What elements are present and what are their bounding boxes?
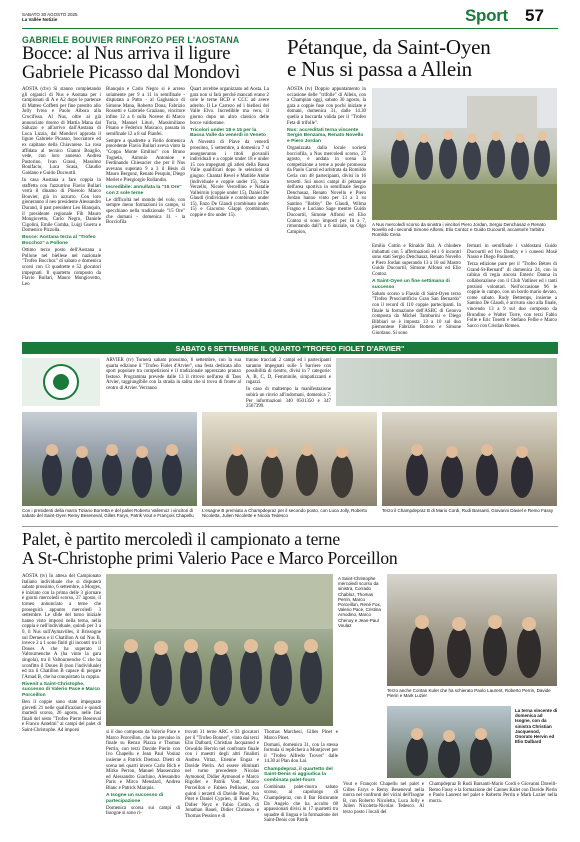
caption-saint-christophe: A Saint-Christophe mercoledì scorso da sinistra, Corrado Chabloz, Thomas Perrin, Marco Porceillon, René Fox, Valerio Pace, Cristina Arnodino, Marco Chenoy e Jean-Paul Voulaz — [338, 576, 382, 628]
section-title: Sport — [465, 6, 508, 25]
article4-p4: Domenica scorsa sui campi di Issogne si sono ri- — [106, 805, 180, 817]
article4-col6 — [429, 782, 557, 834]
article2-col3 — [467, 244, 557, 339]
caption-contan-kulet: Terzo anche Contan Kulet che ha schierato Paolo Laurent, Roberto Perrin, Davide Pierin e Mark Luzier — [387, 688, 551, 699]
article1-headline — [22, 45, 252, 83]
article4-headline-line1: Palet, è partito mercoledì il campionato a terne — [22, 529, 340, 549]
article4-p1: AOSTA (tv) In attesa del Campionato Italiano individuale che si disputerà sabato prossimo, 6 settembre, a Morges, è iniziato con la prima delle 3 giornare e giorni mercoledì scorso, 27 agosto, il torneo annunciato a terne che proseguirà appunto mercoledì 3 settembre. Le sfide del turno iniziale hanno visto imporsi nella terna, nella coppia e nell'individuale, quindi per 3 a 0, il Nus sull'Aymavilles, il Brissogne sul Derneus e il Chatillon A sul Nus B, invece 2 a 1 sono finiti gli incontri tra il Doues A che ha superato il Valtournenche A (ha vinto la gara singola), tra il Valtournenche C che ha sconfitto il Doues B (non l'individuale) ed tra il Chatillon B capace di piegare l'Arnad B, che ha conquistato la coppia. — [22, 574, 101, 680]
photo-isogne-art — [387, 706, 511, 778]
article4-p9: Vout e François Chapellu nel palet e Gilles Farys e Remy Beseneval nella morra nel confronti del vicini dell'Isogne B, con Roberto Nicoletta, Luca Jolly e Julien Nicoletta-Nicolas Tedesco. Al terzo posto i locali del — [343, 782, 424, 815]
article4-col1 — [22, 574, 101, 834]
article4-p6: Thomas Marchesi, Gilles Pinet e Marco Pinet. — [264, 730, 338, 741]
header-rule — [22, 28, 558, 29]
article2-p2: Organizzata dalla locale società bocciofila, a Nus mercoledì scorso, 27 agosto, è andata in scena la competizione a terne a poule promossa da Paolo Carral ed arbitrata da Romildo Ceria con 48 partecipanti, divisi in 16 terzetti. Sui nuovi campi di pétanque dell'area sportiva in semifinale Sergio Denchasaz, Renato Novello e Piero Jordan hanno vinto per 13 a 3 su Santino "Bobby" De Glaudi, Wilma Fragno e Luciano Sage mentre Guido Ducourtil, Simone Alfonsi ed Elio Contoz si sono imposti per 10 a 7, rimontando dall'1 a 6 iniziale, su Olgo Campion, — [287, 145, 366, 235]
article1-p6: Le difficoltà nel mondo del volo, con sempre meno formazioni in campo, si specchiano nella tradizionale "15 Ore" che domani - domenica 31 - la Bocciofila — [106, 197, 185, 226]
article4-col2 — [106, 730, 180, 834]
caption-champdepraz-2nd: L'esagne B premiato a Champdepraz per il secondo posto, con Luca Jolly, Roberto Nicoletta, Julien Nicolette e Nicola Tedesco — [202, 508, 368, 519]
header-meta — [22, 12, 142, 23]
petanque-caption: A Nus mercoledì scorso da sinistra i vincitori Piero Jordan, Sergio Denchasaz e Renato Novello ed i secondi Simone Alfonsi, Elio Contoz e Guido Ducourtil, accanto/re l'arbitro Romildo Ceria — [372, 222, 546, 238]
photo-champdepraz-3rd — [382, 412, 557, 506]
article4-col5 — [343, 782, 424, 834]
photo-contan-kulet — [387, 574, 557, 686]
article1-p3: Ottimo terzo posto dell'Aostana a Pollone nel biellese nel nazionale "Trofeo Bocchoz" di sabato e domenica scorsi con 13 quadrette e 52 giocatori impegnati. Il quartetto composto da Flavio Bullari, Mauro Mongiovetto, Leo — [22, 248, 101, 287]
palet-rule — [22, 526, 558, 527]
article2-headline — [287, 36, 557, 80]
article4-col3 — [185, 730, 259, 834]
fiolet-image — [336, 358, 557, 406]
article2-p5: fermati in semifinale i valdostani Guido Ducourtil ed Ivo Daudry e i cuneesi Mosè Nasso e Diego Pasinetti. — [467, 244, 557, 261]
photo-saint-oyen — [22, 412, 197, 506]
article2-sub1: Nus: accreditati terna vincente Sergio Benzama, Renato Novello e Piero Jordan — [287, 127, 364, 144]
petanque-photo-art — [372, 88, 557, 220]
article1-p5: Sempre a quadrette a Fiello domenica precedente Flavio Bullari aveva vinto la "Coppa Monte Emilius" con Bruno Tognela, Antonio Antonioe e Ferdinando Chiesacier che per il Nus avevano superato 9 a 3 il Bèsis di Mauro Bergonz, Renato Pesquin, Diego Merlet e Piergiorgio Rollandin. — [106, 138, 185, 183]
article4-p2: Ben il coppie sono state impegnate giovedì 21 nelle qualificazioni e quindi martedì scorso, 26 agosto, nelle fasi finali del sesto "Trofeo Pierre Besenval e Franco Antelmi" ai campi del palet di Saint-Christophe. Ad imporsi — [22, 700, 101, 734]
article1-sub2: Incredibile: annullata la "15 Ore" con 2 sole terne — [106, 185, 182, 196]
fiolet-logo — [22, 358, 100, 406]
page-number: 57 — [525, 6, 544, 25]
article4-sub3: Champdepraz, il quartetto del Saint-Denis si aggiudica la combinata palet-fours — [264, 766, 333, 783]
caption-saint-oyen: Con i presidenti della marra Tiziano Borretta e del paliet Roberto Vallemoz i vincitori di sabato del Saint-Oyen Remy Beseneval, Gilles Farys, Patrik Vout e François Chapellu — [22, 508, 194, 519]
article2-sub2: A Saint-Oyen un fine settimana di successo — [372, 279, 450, 290]
article4-p5: trovati 31 terne ARC e 93 giocatori per il "Trofeo Bonner", vinto dai terzi Elio Dalbard, Christian Jacquanod e Oswaldo Hervin nel confronto finale con i maestri degli altri finalisti Andrea Vittaz, Etienne Engaz e Davide Pierin. Ad essere eliminati nel turno precedente Nicolas Aymonod, Didier Aymonod e Marco Rigollet e Patrik Vout, Marco Porceillon e Fabien Pellissier, con quinti i terzetti di Davide Pinet, Ivo Pitet e Daniel Cyprien, di René Piu, Didier Neyz e Fabio Cottin, di Jonathan Bauel, Didier Chrisnou e Thomas Pession e di — [185, 730, 259, 819]
article3-col2 — [246, 358, 331, 410]
article1-col1 — [22, 87, 101, 337]
photo-saint-oyen-art — [22, 412, 197, 506]
article1-headline-line1: Bocce: al Nus arriva il ligure — [22, 44, 231, 64]
article4-sub2: A Isogne un successo di partecipazione — [106, 793, 164, 804]
article1-sub3: Tricolori under 18 e 15 per la Bassa Valle da venerdì in Veneto — [190, 127, 266, 139]
article2-headline-line2: e Nus si passa a Allein — [287, 57, 472, 81]
paper-name: La Vallée Notizie — [22, 17, 58, 23]
photo-champdepraz-2nd-art — [202, 412, 377, 506]
article4-p3: si il duo composto da Valerio Pace e Marco Porceillon, che ha prevalso in finale su Renzo Piazza e Thomas Perrin, con terzi Davide Pierin con Ivo Chapellu e Jean Paul Voulaz insieme a Patrick Dietnoz. Dietti di scena nei quarti invece Carlo Bich e Mirko Perron, Manuel Massenzino ed Alessandro Giachino, Alessandro Paris e Mirco Menslard, Andrea Blanc e Patrick Marquis. — [106, 730, 180, 791]
article4-p10: Champdepraz B Rudi Barsanti-Mario Cordi e Giovanni Daveili-Remo Fassy e la formazione del Cannes Kulet con Davide Pierin e Paolo Laurent nel palet e Roberto Perrin e Mark Luzier nella morra. — [429, 782, 557, 804]
photo-isogne — [387, 706, 511, 778]
article2-p4: Sabato scorso a Flassin di Saint-Oyen terzo "Trofeo Prosciuttificio Gran San Bernardo" con il record di 110 coppie partecipanti. In finale la formazione dell'ASBC di Genova composta da Michel Tamburini e Diego Bibbiari se è imposta 13 a 10 sul duo piemontese Fabrizio Bottero e Simone Giordano. Si sono — [372, 291, 461, 336]
fiolet-banner-label: SABATO 6 SETTEMBRE IL QUARTO "TROFEO FIOLET D'ARVIER" — [175, 343, 405, 353]
article1-col2 — [106, 87, 185, 337]
photo-contan-kulet-art — [387, 574, 557, 686]
article2-headline-line1: Pétanque, da Saint-Oyen — [287, 35, 491, 59]
article1-kicker: GABRIELE BOUVIER RINFORZO PER L'AOSTANA — [22, 35, 240, 45]
article3-p3: In caso di maltempo la manifestazione subirà un rinvio all'indomani, domenica 7. Per informazioni 340 0501350 e 347 2567399. — [246, 387, 331, 410]
article1-headline-line2: Gabriele Picasso dal Mondovì — [22, 63, 240, 83]
photo-saint-christophe — [106, 574, 333, 726]
article4-p8: Combinata palet-murra sabato scorso, al capoluogo di Champdepraz, con il Bar Ristorante Da Angelo che ha accolto 68 appassionati divisi in 17 quartetti tra squadre di lingua e la formazione del Saint-Denis con Patrik — [264, 784, 338, 824]
article3-col1 — [106, 358, 241, 406]
article2-p6: Terza edizione pure per il "Trofeo Bètres di Grand-St-Bernard" di domenica 24, con in cabina di regia ancora Emeric Danna in collaborazione con il Club Vatliner ed i tanti preziosi volontari. Nell'occasione 96 le coppie in campo, con un bordo mario devato, come sabato. Rudy Bettemps, insieme a Santino De Glaudi, è arrivato sino alla finale, vincendo 13 a 9 sul duo composto da Brundino e Walter Torre, con terzi Fabio Folle e Eric Tosetti e Stefano Fellie e Marco Sacco con Cristian Romeo. — [467, 262, 557, 329]
photo-saint-christophe-art — [106, 574, 333, 726]
article1-p2: In casa Aostana a fare coppia in staffetta con l'azzurrino Flavio Bullari verrà il dinamo di Pinerolo Marco Bouvier, già in azzurro. Con loro gioneranno il neo presidente Alessandro Durand, il past president Leo Bianquin, il presidente regionale Fib Mauro Mongiovetto, Carlo Negro, Daniele Cigolini, Emile Comba, Luigi Guerra e Domenico Pizzolla. — [22, 178, 101, 234]
article2-p3: Emilio Cottin e Rinaldo Bal. A chiudere imbattuti con 5 affermazioni ed i 6 incontri sono stati Sergio Denchasaz, Renato Novello e Piero Jordan superando 13 a 10 sul Mastro Guido Ducourtil, Simone Alfonsi ed Elio Contoz. — [372, 244, 461, 277]
article4-headline-line2: A St-Christophe primi Valerio Pace e Marco Porceillon — [22, 548, 398, 568]
photo-champdepraz-2nd — [202, 412, 377, 506]
caption-isogne: La terna vincente di domenica ad Isogne, con da sinistra Christian Jacquenod, Onorato Hervin ed Elio Dalbard — [515, 708, 558, 745]
article1-p7: Quart avrebbe organizzato ad Aosta. La gara non si farà perché mancati erano 2 sole le terne BCD e CCC ad avere aderito. Il Le Carrezo ed i biellesi del Valle Elvo. Incredibile ma vero, il giorno dopo un altro classico delle bocce valdostane. — [190, 87, 269, 126]
photo-champdepraz-3rd-art — [382, 412, 557, 506]
article1-col3 — [190, 87, 269, 337]
article1-p8: A Novento di Piave da venerdì prossimo, 5 settembre, a domenica 7 si assegneranno i titoli giovanili individuali e a coppie under 18 e under 15 con impegnati gli atleti della Bassa Valle qualificati dopo le selezioni di giugno: Chantal Revel e Matilde Amhe (individuale e coppie under 15), Sara Verzello, Nicole Vercellino e Natalie Valleirnin (coppie under 15), Daniel De Glaudi (individuale e combinato under 15), Enzo De Glaudi (combinato under 15) e Giacomo Glappi (combinato, coppie e tiro under 15). — [190, 140, 269, 219]
article1-p4: Bianquin e Carlo Negro si è arreso solamente per 9 a 11 in semifinale - disputata a Patto - al Gaghanico di Simone Mana, Roberto Dona, Fabrizio Rossetti e Gabriele Graziano, vincitore infine 12 a 6 sulla Novese di Marco Toria, Manuel Lituri, Massimiliano Pisano e Federico Mascaco, passata in semifinale 12 a 8 sul Pianfei. — [106, 87, 185, 137]
article4-sub1: Rivenit a Saint-Christophe, successo di Valerio Pace e Marco Porceillon — [22, 681, 101, 698]
article2-col2 — [372, 244, 461, 339]
fiolet-logo-art — [22, 358, 100, 406]
article1-p1: AOSTA (cbv) Si stanno completando gli organici di Nus e Aostana per i campionati di A e A2 dopo le partenze di Matteo Coffetti per fine prestito allo Jolly Ivrea e Paolo Albora alla Crocifissa. Al Nus, oltre al già annunciato ritorno di Mattia Mana dal Saluzzo e all'arrivo dall'Aostana di Luca Lizzia, dal Mondovì approda il ligure Gabriele Picasso, bocciatore ed ex capitano della Chiavarese. La rosa affidata al tecnico Gianni Boaglio, vede, con loro annesso Andrea Pastorino, Ivan Grassi, Massimo Bonifacio, Luca Scasa, Claudio Gaidano e Guido Ducourtil. — [22, 87, 101, 176]
article3-p1: ARVIER (tv) Tornerà sabato prossimo, 6 settembre, con la sua quarta edizione il "Trofeo Fiolet d'Arvier", una festa dedicata allo sport popolare tra competizioni e il tradizionale apprezzato pranzo festoso. Programma prevede dalle 13 il ritrovo nell'area di Taos Arvier, raggiungibile con la strada in salita che si trova di fronte al centro di Arvier. Verranno — [106, 358, 241, 391]
issue-date: SABATO 30 AGOSTO 2025 — [22, 12, 78, 17]
article1-sub1: Bocce: Aostana terza al "Trofeo Bocchoz" a Pollone — [22, 235, 96, 247]
article4-p7: Domani, domenica 31, con la stessa formula si replicherà a Montjovet per il "Trofeo Alfredo Troves" dalle 14.30 al Plan dou Lai. — [264, 742, 338, 765]
article4-col4 — [264, 730, 338, 834]
article2-p1: AOSTA (tv) Doppio appuntamento in occasione delle "trifolle" di Allein, con a Champlan oggi, sabato 30 agosto, la gara a coppie fuse con pochi iniziate e domani, domenica 31, dalle 14.30 quella a baccarda valida per il "Trofeo Feta di trifolle". — [287, 87, 366, 126]
article2-col1 — [287, 87, 366, 337]
article4-headline — [22, 530, 558, 568]
petanque-photo — [372, 88, 557, 220]
fiolet-banner — [22, 342, 558, 354]
article3-p2: tranno tracciati 2 campi ed i partecipanti saranno impegnati sulle 5 barriere con possibilità di rientro, divisi in 7 categorie: A, B, C, D, Femminile, simpatizzanti e ragazzi. — [246, 358, 331, 386]
caption-champdepraz-3rd: Terzo il Champdepraz B di Mario Cordi, Rudi Barsanti, Giovanni Daviel e Remo Fassy — [382, 508, 554, 513]
